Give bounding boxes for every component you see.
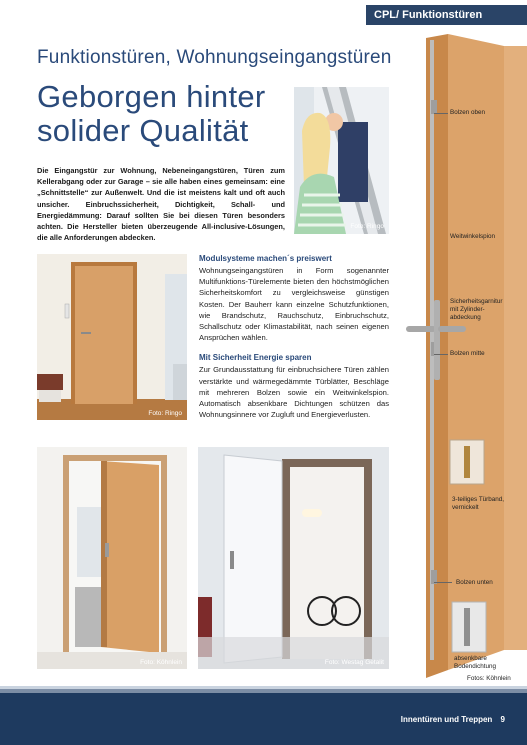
label-bolzen-oben: Bolzen oben <box>450 109 486 116</box>
page-headline <box>37 80 266 148</box>
leader-line <box>434 582 452 583</box>
page-number: 9 <box>500 715 505 724</box>
hallway-illustration <box>37 254 187 420</box>
section-tag: CPL/ Funktionstüren <box>366 5 527 25</box>
section-heading: Modulsysteme machen´s preiswert <box>199 254 332 263</box>
photo-credit: Foto: Ringo <box>148 410 182 417</box>
photo-credit-diagram: Fotos: Köhnlein <box>467 675 511 682</box>
photo-hallway-door <box>37 254 187 420</box>
section-heading: Mit Sicherheit Energie sparen <box>199 353 312 363</box>
section-body: Zur Grundausstattung für einbruchsichere Türen zählen verstärkte und wärmegedämmte Türblätter, Beschläge mit mehreren Bolzen sowie ein Weitwinkelspion. Automatisch absenkbare Dichtungen schützen das Wohnungsinnere vor Zugluft und Energieverlusten. <box>199 365 389 420</box>
text-column <box>199 254 389 420</box>
people-illustration <box>294 87 389 234</box>
label-bolzen-unten: Bolzen unten <box>456 579 493 586</box>
intro-paragraph: Die Eingangstür zur Wohnung, Nebeneingangstüren, Türen zum Kellerabgang oder zur Garage – sie alle haben eines gemeinsam: eine „Schnittstelle“ zur Außenwelt. Und die ist meistens kalt und oft auch unsicher. Einbruchssicherheit, Dichtigkeit, Schall- und Energiedämmung: Darauf sollten Sie bei diesen Türen besonders achten. Die Hersteller bieten überzeugende All-inclusive-Lösungen, die alle Anforderungen abdecken. <box>37 166 285 243</box>
label-sicherheitsgarnitur: Sicherheitsgarnitur mit Zylinder-abdeckung <box>450 298 503 321</box>
photo-open-door <box>37 447 187 669</box>
photo-credit: Foto: Köhnlein <box>140 659 182 666</box>
footer-text <box>401 715 505 724</box>
leader-line <box>434 113 448 114</box>
page-subtitle: Funktionstüren, Wohnungseingangstüren <box>37 47 392 68</box>
label-bodendichtung: absenkbare Bodendichtung <box>454 655 497 670</box>
section-body: Wohnungseingangstüren in Form sogenannter Multifunktions-Türelemente bieten den höchstmöglichen Sicherheitskomfort zu vergleichsweise günstigen Kosten. Der Bauherr kann einzelne Schutzfunktionen, wie Brandschutz, Rauchschutz, Einbruchschutz, Schallschutz oder Klimastabilität, nach seinen eigenen Ansprüchen wählen. <box>199 266 389 343</box>
white-door-illustration <box>198 447 389 669</box>
leader-line <box>434 354 448 355</box>
photo-credit: Foto: Westag Getalit <box>324 659 384 666</box>
headline-line-1: Geborgen hinter <box>37 79 266 114</box>
open-door-illustration <box>37 447 187 669</box>
label-bolzen-mitte: Bolzen mitte <box>450 350 485 357</box>
photo-white-door <box>198 447 389 669</box>
photo-credit: Foto: Ringo <box>350 223 384 230</box>
label-weitwinkelspion: Weitwinkelspion <box>450 233 496 240</box>
footer-title: Innentüren und Treppen <box>400 715 493 724</box>
label-tuerband: 3-teiliges Türband, vernickelt <box>452 496 505 511</box>
photo-people-at-door <box>294 87 389 234</box>
headline-line-2: solider Qualität <box>37 113 249 148</box>
